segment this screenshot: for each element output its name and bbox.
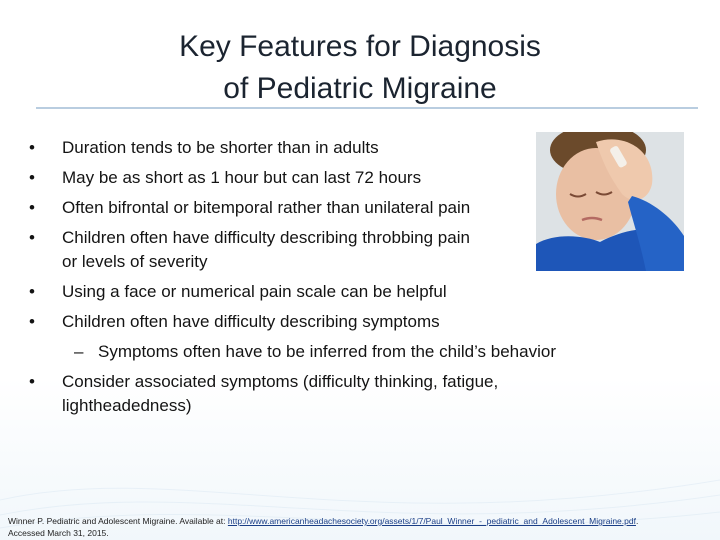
- title-divider: [36, 107, 698, 109]
- bullet-marker: •: [29, 198, 35, 217]
- photo-illustration: [536, 132, 684, 271]
- bullet-list: [20, 136, 620, 418]
- bullet-item: [20, 280, 620, 304]
- bullet-item: [20, 226, 482, 274]
- bullet-text: Duration tends to be shorter than in adults: [62, 138, 379, 157]
- bullet-item: [20, 136, 620, 160]
- bullet-marker: •: [29, 372, 35, 391]
- bullet-marker: •: [29, 282, 35, 301]
- bullet-marker: •: [29, 312, 35, 331]
- accessed-date: Accessed March 31, 2015.: [8, 528, 109, 538]
- bullet-marker: •: [29, 168, 35, 187]
- bullet-text: May be as short as 1 hour but can last 72 hours: [62, 168, 422, 187]
- bullet-item: [20, 370, 562, 418]
- sub-bullet-item: [20, 340, 620, 364]
- bullet-text: Children often have difficulty describing throbbing pain or levels of severity: [62, 228, 470, 271]
- bullet-text: Using a face or numerical pain scale can be helpful: [62, 282, 447, 301]
- child-headache-photo: [536, 132, 684, 271]
- bullet-marker: •: [29, 138, 35, 157]
- bullet-item: [20, 166, 620, 190]
- bullet-item: [20, 196, 620, 220]
- bullet-text: Children often have difficulty describing symptoms: [62, 312, 440, 331]
- citation-period: .: [635, 516, 639, 526]
- sub-bullet-marker: –: [74, 342, 84, 361]
- slide-title: [40, 26, 680, 110]
- citation-link[interactable]: http://www.americanheadachesociety.org/assets/1/7/Paul_Winner_-_pediatric_and_Adolescent_Migraine.pdf: [227, 516, 636, 526]
- title-line-1: Key Features for Diagnosis: [179, 30, 541, 63]
- citation-text: Winner P. Pediatric and Adolescent Migraine. Available at:: [8, 516, 228, 526]
- citation-footer: [8, 515, 720, 539]
- title-line-2: of Pediatric Migraine: [223, 72, 497, 105]
- sub-bullet-text: Symptoms often have to be inferred from the child’s behavior: [98, 342, 556, 361]
- bullet-text: Often bifrontal or bitemporal rather than unilateral pain: [62, 198, 471, 217]
- bullet-item: [20, 310, 620, 364]
- bullet-marker: •: [29, 228, 35, 247]
- bullet-text: Consider associated symptoms (difficulty thinking, fatigue, lightheadedness): [62, 372, 499, 415]
- sub-bullet-list: [20, 340, 620, 364]
- bullet-list-container: [20, 136, 620, 424]
